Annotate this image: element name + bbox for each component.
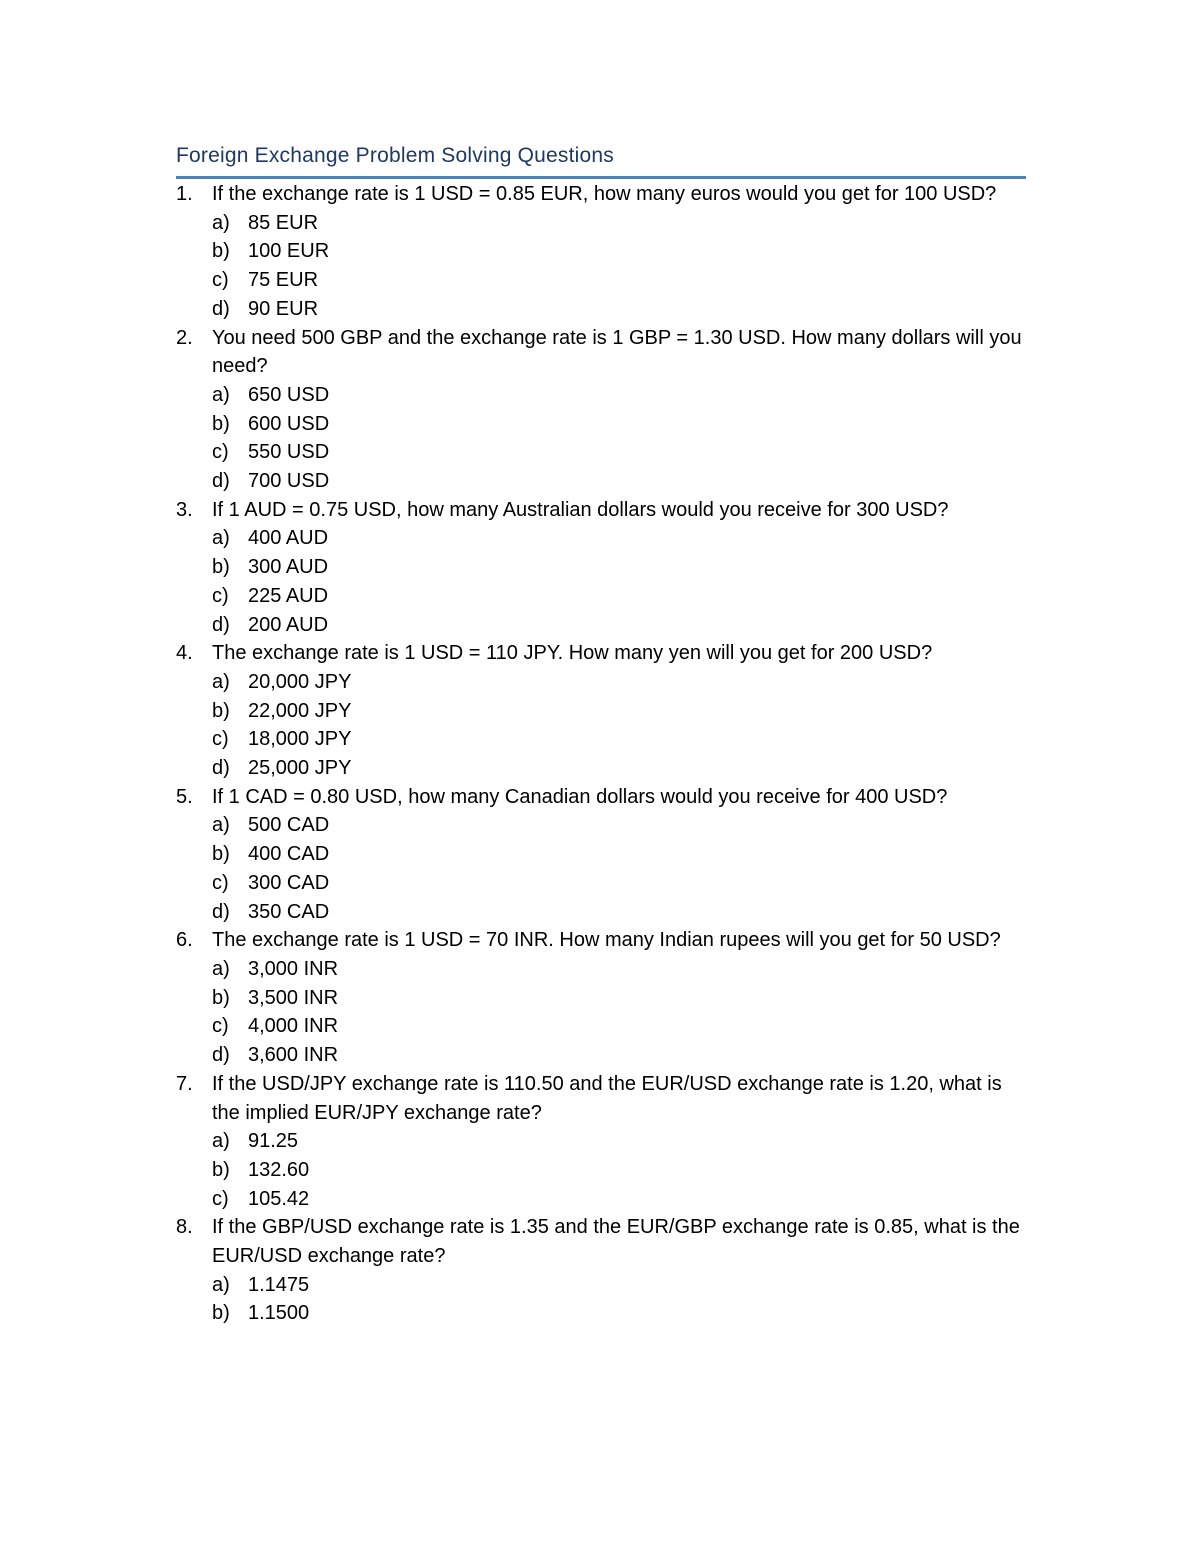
option-d bbox=[212, 295, 1036, 324]
option-b bbox=[212, 237, 1036, 266]
option-a bbox=[212, 811, 1036, 840]
option-letter: c) bbox=[212, 1187, 229, 1210]
option-letter: a) bbox=[212, 527, 230, 550]
option-text: 700 USD bbox=[248, 470, 330, 493]
question-3 bbox=[176, 496, 1036, 640]
option-letter: a) bbox=[212, 670, 230, 693]
option-d bbox=[212, 467, 1036, 496]
question-number: 4. bbox=[176, 642, 193, 665]
option-letter: c) bbox=[212, 441, 229, 464]
option-text: 400 CAD bbox=[248, 843, 330, 866]
option-a bbox=[212, 955, 1036, 984]
option-a bbox=[212, 668, 1036, 697]
question-number: 6. bbox=[176, 929, 193, 952]
option-d bbox=[212, 1041, 1036, 1070]
option-b bbox=[212, 840, 1036, 869]
option-text: 225 AUD bbox=[248, 584, 329, 607]
option-text: 600 USD bbox=[248, 412, 330, 435]
option-b bbox=[212, 410, 1036, 439]
question-number: 7. bbox=[176, 1072, 193, 1095]
option-letter: a) bbox=[212, 814, 230, 837]
option-a bbox=[212, 1127, 1036, 1156]
option-d bbox=[212, 898, 1036, 927]
option-text: 20,000 JPY bbox=[248, 670, 352, 693]
question-number: 1. bbox=[176, 183, 193, 205]
option-letter: b) bbox=[212, 1302, 230, 1325]
option-text: 132.60 bbox=[248, 1158, 310, 1181]
option-text: 85 EUR bbox=[248, 211, 319, 234]
option-text: 200 AUD bbox=[248, 613, 329, 636]
option-b bbox=[212, 1156, 1036, 1185]
option-b bbox=[212, 553, 1036, 582]
option-text: 90 EUR bbox=[248, 297, 319, 320]
option-list bbox=[212, 811, 1036, 926]
option-letter: d) bbox=[212, 297, 230, 320]
option-text: 22,000 JPY bbox=[248, 699, 352, 722]
option-letter: d) bbox=[212, 1044, 230, 1067]
option-letter: d) bbox=[212, 470, 230, 493]
question-4 bbox=[176, 639, 1036, 783]
option-letter: b) bbox=[212, 412, 230, 435]
option-text: 350 CAD bbox=[248, 900, 330, 923]
option-letter: b) bbox=[212, 843, 230, 866]
option-text: 105.42 bbox=[248, 1187, 310, 1210]
option-a bbox=[212, 209, 1036, 238]
option-text: 18,000 JPY bbox=[248, 728, 352, 751]
question-text: If the exchange rate is 1 USD = 0.85 EUR, how many euros would you get for 100 USD? bbox=[212, 183, 997, 205]
option-list bbox=[212, 381, 1036, 496]
option-d bbox=[212, 611, 1036, 640]
option-text: 3,500 INR bbox=[248, 986, 339, 1009]
option-a bbox=[212, 381, 1036, 410]
option-text: 100 EUR bbox=[248, 240, 330, 263]
option-list bbox=[212, 1127, 1036, 1213]
option-text: 4,000 INR bbox=[248, 1015, 339, 1038]
option-letter: a) bbox=[212, 1273, 230, 1296]
option-letter: c) bbox=[212, 728, 229, 751]
option-letter: a) bbox=[212, 1130, 230, 1153]
option-b bbox=[212, 697, 1036, 726]
question-7 bbox=[176, 1070, 1036, 1214]
question-8 bbox=[176, 1213, 1036, 1328]
option-letter: c) bbox=[212, 871, 229, 894]
option-list bbox=[212, 668, 1036, 783]
option-text: 25,000 JPY bbox=[248, 757, 352, 780]
question-text: If the GBP/USD exchange rate is 1.35 and the EUR/GBP exchange rate is 0.85, what is the EUR/USD exchange rate? bbox=[212, 1216, 1020, 1268]
question-1 bbox=[176, 180, 1036, 324]
option-text: 91.25 bbox=[248, 1130, 299, 1153]
option-letter: a) bbox=[212, 383, 230, 406]
option-letter: b) bbox=[212, 240, 230, 263]
question-text: The exchange rate is 1 USD = 70 INR. How many Indian rupees will you get for 50 USD? bbox=[212, 929, 1001, 952]
option-c bbox=[212, 266, 1036, 295]
option-letter: b) bbox=[212, 986, 230, 1009]
question-5 bbox=[176, 783, 1036, 927]
option-c bbox=[212, 1012, 1036, 1041]
option-list bbox=[212, 524, 1036, 639]
question-text: If the USD/JPY exchange rate is 110.50 and the EUR/USD exchange rate is 1.20, what is the implied EUR/JPY exchange rate? bbox=[212, 1072, 1002, 1124]
option-c bbox=[212, 725, 1036, 754]
option-b bbox=[212, 1299, 1036, 1328]
option-text: 1.1500 bbox=[248, 1302, 310, 1325]
option-c bbox=[212, 869, 1036, 898]
option-letter: d) bbox=[212, 613, 230, 636]
option-letter: c) bbox=[212, 1015, 229, 1038]
title-underline bbox=[176, 176, 1026, 179]
option-text: 3,600 INR bbox=[248, 1044, 339, 1067]
option-text: 400 AUD bbox=[248, 527, 329, 550]
option-list bbox=[212, 1271, 1036, 1328]
option-letter: c) bbox=[212, 584, 229, 607]
question-text: The exchange rate is 1 USD = 110 JPY. How many yen will you get for 200 USD? bbox=[212, 642, 933, 665]
option-text: 3,000 INR bbox=[248, 957, 339, 980]
option-c bbox=[212, 1185, 1036, 1214]
option-b bbox=[212, 984, 1036, 1013]
option-text: 75 EUR bbox=[248, 269, 319, 292]
option-c bbox=[212, 582, 1036, 611]
option-text: 500 CAD bbox=[248, 814, 330, 837]
question-text: If 1 AUD = 0.75 USD, how many Australian dollars would you receive for 300 USD? bbox=[212, 498, 949, 521]
question-2 bbox=[176, 324, 1036, 496]
question-number: 3. bbox=[176, 498, 193, 521]
question-6 bbox=[176, 926, 1036, 1070]
question-text: If 1 CAD = 0.80 USD, how many Canadian dollars would you receive for 400 USD? bbox=[212, 785, 948, 808]
option-letter: b) bbox=[212, 556, 230, 579]
option-text: 650 USD bbox=[248, 383, 330, 406]
option-text: 1.1475 bbox=[248, 1273, 310, 1296]
option-text: 300 AUD bbox=[248, 556, 329, 579]
option-letter: d) bbox=[212, 900, 230, 923]
option-text: 300 CAD bbox=[248, 871, 330, 894]
option-a bbox=[212, 1271, 1036, 1300]
page-title: Foreign Exchange Problem Solving Questions bbox=[176, 144, 614, 167]
option-letter: b) bbox=[212, 699, 230, 722]
question-text: You need 500 GBP and the exchange rate is 1 GBP = 1.30 USD. How many dollars will you need? bbox=[212, 326, 1022, 378]
option-letter: d) bbox=[212, 757, 230, 780]
option-c bbox=[212, 438, 1036, 467]
option-letter: a) bbox=[212, 957, 230, 980]
option-letter: c) bbox=[212, 269, 229, 292]
question-number: 2. bbox=[176, 326, 193, 349]
option-letter: b) bbox=[212, 1158, 230, 1181]
option-d bbox=[212, 754, 1036, 783]
option-list bbox=[212, 955, 1036, 1070]
question-list bbox=[176, 180, 1036, 1328]
option-letter: a) bbox=[212, 211, 230, 234]
question-number: 8. bbox=[176, 1216, 193, 1239]
question-number: 5. bbox=[176, 785, 193, 808]
option-text: 550 USD bbox=[248, 441, 330, 464]
option-list bbox=[212, 209, 1036, 324]
option-a bbox=[212, 524, 1036, 553]
